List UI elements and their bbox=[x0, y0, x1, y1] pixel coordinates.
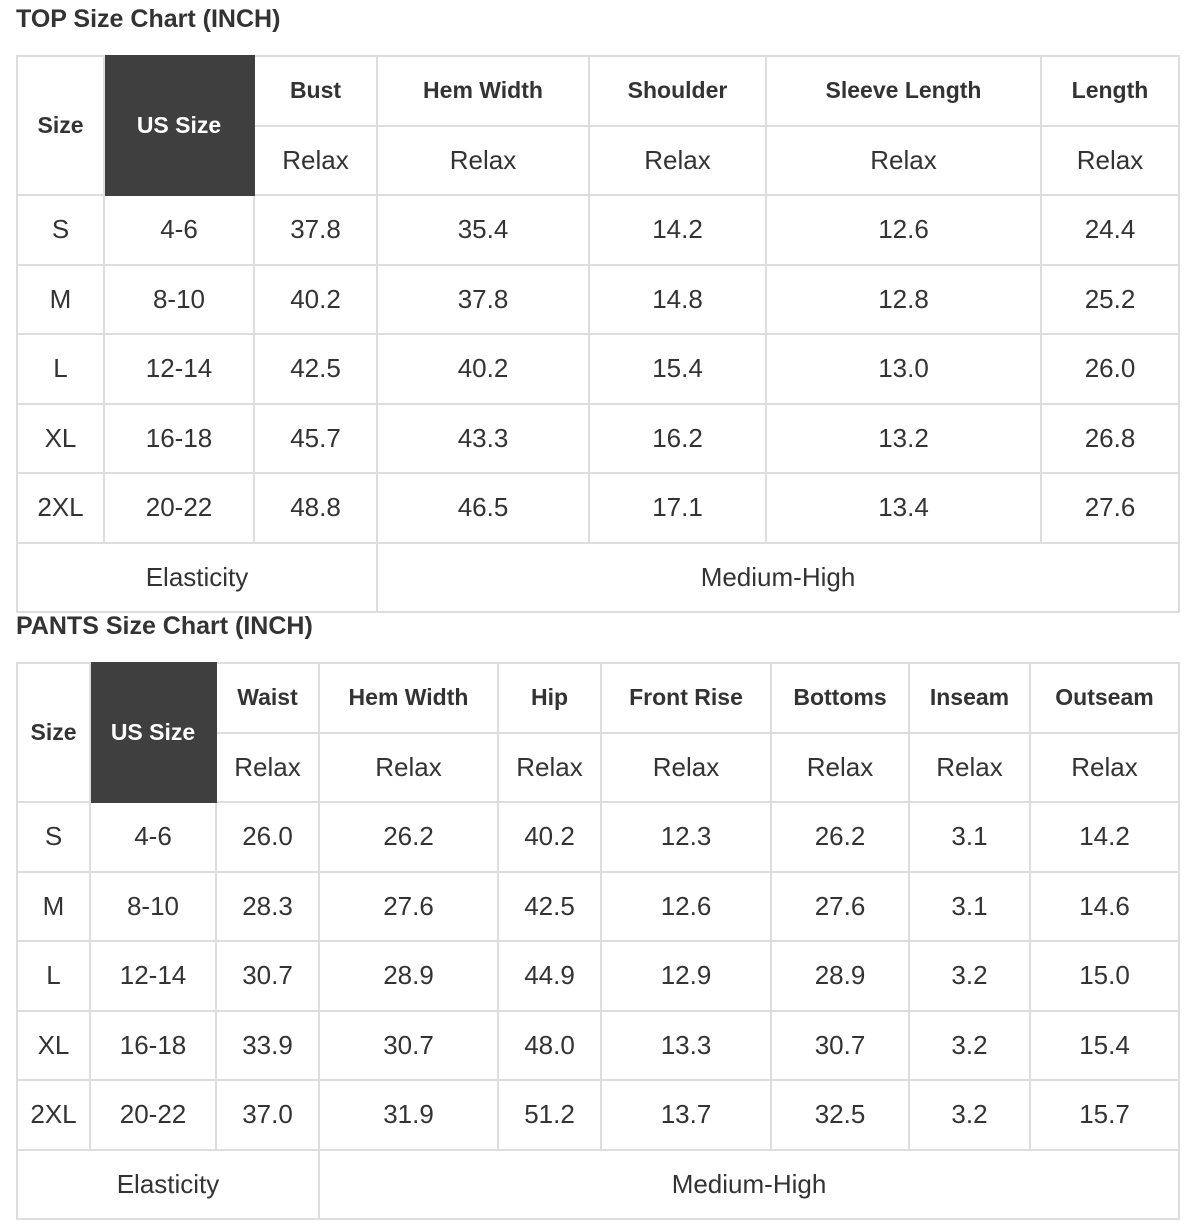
value-cell: 37.8 bbox=[254, 195, 377, 265]
us-size-cell: 4-6 bbox=[90, 802, 216, 872]
column-header: Length bbox=[1041, 56, 1179, 126]
value-cell: 48.8 bbox=[254, 473, 377, 543]
value-cell: 40.2 bbox=[377, 334, 589, 404]
column-header: Outseam bbox=[1030, 663, 1179, 733]
size-cell: S bbox=[17, 802, 90, 872]
size-cell: 2XL bbox=[17, 1080, 90, 1150]
fit-label: Relax bbox=[216, 733, 319, 803]
value-cell: 15.4 bbox=[1030, 1011, 1179, 1081]
fit-label: Relax bbox=[319, 733, 498, 803]
value-cell: 3.1 bbox=[909, 872, 1030, 942]
us-size-cell: 20-22 bbox=[90, 1080, 216, 1150]
table-row bbox=[17, 195, 1179, 265]
us-size-cell: 8-10 bbox=[104, 265, 254, 335]
value-cell: 31.9 bbox=[319, 1080, 498, 1150]
value-cell: 35.4 bbox=[377, 195, 589, 265]
value-cell: 26.8 bbox=[1041, 404, 1179, 474]
value-cell: 42.5 bbox=[254, 334, 377, 404]
fit-label: Relax bbox=[498, 733, 601, 803]
top-chart-title: TOP Size Chart (INCH) bbox=[16, 5, 281, 33]
size-cell: S bbox=[17, 195, 104, 265]
fit-label: Relax bbox=[1030, 733, 1179, 803]
value-cell: 40.2 bbox=[254, 265, 377, 335]
pants-chart-title: PANTS Size Chart (INCH) bbox=[16, 612, 313, 640]
value-cell: 12.3 bbox=[601, 802, 771, 872]
us-size-cell: 12-14 bbox=[90, 941, 216, 1011]
table-row bbox=[17, 941, 1179, 1011]
value-cell: 48.0 bbox=[498, 1011, 601, 1081]
table-row bbox=[17, 1080, 1179, 1150]
us-size-cell: 16-18 bbox=[104, 404, 254, 474]
column-header: Waist bbox=[216, 663, 319, 733]
size-cell: L bbox=[17, 334, 104, 404]
value-cell: 3.2 bbox=[909, 1080, 1030, 1150]
value-cell: 43.3 bbox=[377, 404, 589, 474]
value-cell: 14.2 bbox=[1030, 802, 1179, 872]
table-row bbox=[17, 802, 1179, 872]
column-header: Hem Width bbox=[319, 663, 498, 733]
us-size-cell: 4-6 bbox=[104, 195, 254, 265]
value-cell: 24.4 bbox=[1041, 195, 1179, 265]
elasticity-row bbox=[17, 543, 1179, 613]
value-cell: 3.1 bbox=[909, 802, 1030, 872]
table-row bbox=[17, 334, 1179, 404]
value-cell: 16.2 bbox=[589, 404, 766, 474]
fit-label: Relax bbox=[589, 126, 766, 196]
value-cell: 26.0 bbox=[216, 802, 319, 872]
value-cell: 51.2 bbox=[498, 1080, 601, 1150]
us-size-header: US Size bbox=[104, 56, 254, 195]
size-cell: L bbox=[17, 941, 90, 1011]
size-cell: M bbox=[17, 872, 90, 942]
value-cell: 13.0 bbox=[766, 334, 1041, 404]
us-size-header: US Size bbox=[90, 663, 216, 802]
value-cell: 26.2 bbox=[771, 802, 909, 872]
value-cell: 32.5 bbox=[771, 1080, 909, 1150]
elasticity-row bbox=[17, 1150, 1179, 1220]
fit-label: Relax bbox=[909, 733, 1030, 803]
column-header: Shoulder bbox=[589, 56, 766, 126]
column-header: Bottoms bbox=[771, 663, 909, 733]
value-cell: 3.2 bbox=[909, 941, 1030, 1011]
table-header-row bbox=[17, 56, 1179, 126]
size-cell: XL bbox=[17, 404, 104, 474]
value-cell: 27.6 bbox=[319, 872, 498, 942]
value-cell: 3.2 bbox=[909, 1011, 1030, 1081]
value-cell: 13.7 bbox=[601, 1080, 771, 1150]
value-cell: 14.8 bbox=[589, 265, 766, 335]
value-cell: 40.2 bbox=[498, 802, 601, 872]
value-cell: 12.6 bbox=[601, 872, 771, 942]
value-cell: 13.3 bbox=[601, 1011, 771, 1081]
column-header: Bust bbox=[254, 56, 377, 126]
table-row bbox=[17, 265, 1179, 335]
elasticity-label: Elasticity bbox=[17, 543, 377, 613]
value-cell: 12.8 bbox=[766, 265, 1041, 335]
value-cell: 30.7 bbox=[771, 1011, 909, 1081]
value-cell: 12.9 bbox=[601, 941, 771, 1011]
column-header: Front Rise bbox=[601, 663, 771, 733]
column-header: Sleeve Length bbox=[766, 56, 1041, 126]
table-header-row bbox=[17, 663, 1179, 733]
elasticity-value: Medium-High bbox=[319, 1150, 1179, 1220]
fit-label: Relax bbox=[1041, 126, 1179, 196]
fit-label: Relax bbox=[377, 126, 589, 196]
fit-label: Relax bbox=[766, 126, 1041, 196]
elasticity-label: Elasticity bbox=[17, 1150, 319, 1220]
value-cell: 42.5 bbox=[498, 872, 601, 942]
top-size-table bbox=[16, 55, 1180, 613]
us-size-cell: 16-18 bbox=[90, 1011, 216, 1081]
size-header: Size bbox=[17, 56, 104, 195]
column-header: Hem Width bbox=[377, 56, 589, 126]
size-cell: 2XL bbox=[17, 473, 104, 543]
size-cell: M bbox=[17, 265, 104, 335]
us-size-cell: 8-10 bbox=[90, 872, 216, 942]
value-cell: 37.0 bbox=[216, 1080, 319, 1150]
value-cell: 44.9 bbox=[498, 941, 601, 1011]
value-cell: 25.2 bbox=[1041, 265, 1179, 335]
table-row bbox=[17, 404, 1179, 474]
fit-label: Relax bbox=[254, 126, 377, 196]
column-header: Inseam bbox=[909, 663, 1030, 733]
value-cell: 37.8 bbox=[377, 265, 589, 335]
value-cell: 30.7 bbox=[216, 941, 319, 1011]
value-cell: 45.7 bbox=[254, 404, 377, 474]
pants-size-table bbox=[16, 662, 1180, 1220]
value-cell: 15.4 bbox=[589, 334, 766, 404]
value-cell: 14.2 bbox=[589, 195, 766, 265]
table-row bbox=[17, 473, 1179, 543]
value-cell: 46.5 bbox=[377, 473, 589, 543]
value-cell: 12.6 bbox=[766, 195, 1041, 265]
value-cell: 26.2 bbox=[319, 802, 498, 872]
elasticity-value: Medium-High bbox=[377, 543, 1179, 613]
us-size-cell: 20-22 bbox=[104, 473, 254, 543]
size-header: Size bbox=[17, 663, 90, 802]
value-cell: 13.4 bbox=[766, 473, 1041, 543]
value-cell: 28.3 bbox=[216, 872, 319, 942]
size-cell: XL bbox=[17, 1011, 90, 1081]
fit-label: Relax bbox=[601, 733, 771, 803]
value-cell: 17.1 bbox=[589, 473, 766, 543]
column-header: Hip bbox=[498, 663, 601, 733]
value-cell: 28.9 bbox=[771, 941, 909, 1011]
value-cell: 33.9 bbox=[216, 1011, 319, 1081]
fit-label: Relax bbox=[771, 733, 909, 803]
table-row bbox=[17, 872, 1179, 942]
value-cell: 14.6 bbox=[1030, 872, 1179, 942]
table-row bbox=[17, 1011, 1179, 1081]
value-cell: 26.0 bbox=[1041, 334, 1179, 404]
value-cell: 27.6 bbox=[1041, 473, 1179, 543]
value-cell: 27.6 bbox=[771, 872, 909, 942]
value-cell: 13.2 bbox=[766, 404, 1041, 474]
value-cell: 30.7 bbox=[319, 1011, 498, 1081]
value-cell: 15.0 bbox=[1030, 941, 1179, 1011]
value-cell: 15.7 bbox=[1030, 1080, 1179, 1150]
us-size-cell: 12-14 bbox=[104, 334, 254, 404]
value-cell: 28.9 bbox=[319, 941, 498, 1011]
